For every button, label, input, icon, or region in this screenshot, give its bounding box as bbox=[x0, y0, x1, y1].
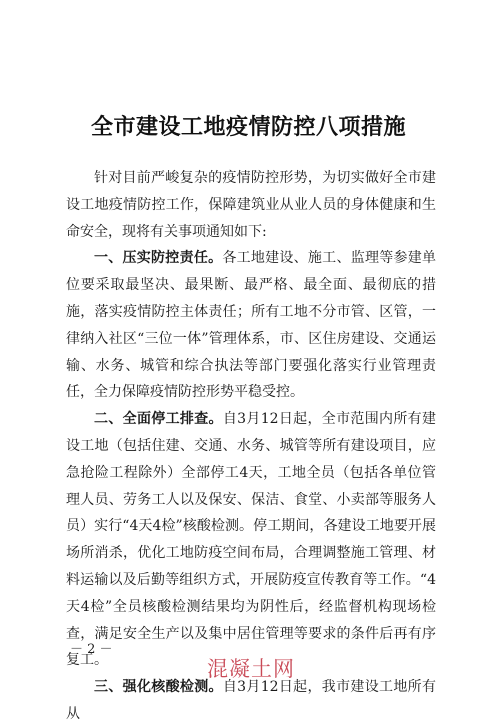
item-heading-3: 三、强化核酸检测。 bbox=[94, 679, 223, 696]
item-heading-2: 二、全面停工排查。 bbox=[94, 411, 223, 428]
item-text-2: 自3月12日起，全市范围内所有建设工地（包括住建、交通、水务、城管等所有建设项目，应急抢险工程除外）全部停工4天，工地全员（包括各单位管理人员、劳务工人以及保安、保洁、食堂、小卖部等服务人员）实行“4天4检”核酸检测。停工期间，各建设工地要开展场所消杀，优化工地防疫空间布局，合理调整施工管理、材料运输以及后勤等组织方式，开展防疫宣传教育等工作。“4天4检”全员核酸检测结果均为阴性后，经监督机构现场检查，满足安全生产以及集中居住管理等要求的条件后再有序复工。 bbox=[66, 411, 436, 669]
page-number: － 2 － bbox=[70, 642, 113, 657]
item-paragraph-1 bbox=[66, 245, 436, 406]
item-text-1: 各工地建设、施工、监理等参建单位要采取最坚决、最果断、最严格、最全面、最彻底的措施，落实疫情防控主体责任；所有工地不分市管、区管，一律纳入社区“三位一体”管理体系，市、区住房建设、交通运输、水务、城管和综合执法等部门要强化落实行业管理责任，全力保障疫情防控形势平稳受控。 bbox=[66, 250, 437, 401]
watermark-logo-text: 混凝土网 bbox=[207, 657, 295, 681]
intro-paragraph: 针对目前严峻复杂的疫情防控形势，为切实做好全市建设工地疫情防控工作，保障建筑业从业人员的身体健康和生命安全，现将有关事项通知如下: bbox=[66, 170, 436, 240]
document-title: 全市建设工地疫情防控八项措施 bbox=[90, 114, 406, 140]
document-body bbox=[66, 165, 436, 728]
item-text-3: 自3月12日起，我市建设工地所有从 bbox=[66, 679, 436, 722]
item-paragraph-2 bbox=[66, 406, 436, 674]
item-heading-1: 一、压实防控责任。 bbox=[94, 250, 223, 267]
